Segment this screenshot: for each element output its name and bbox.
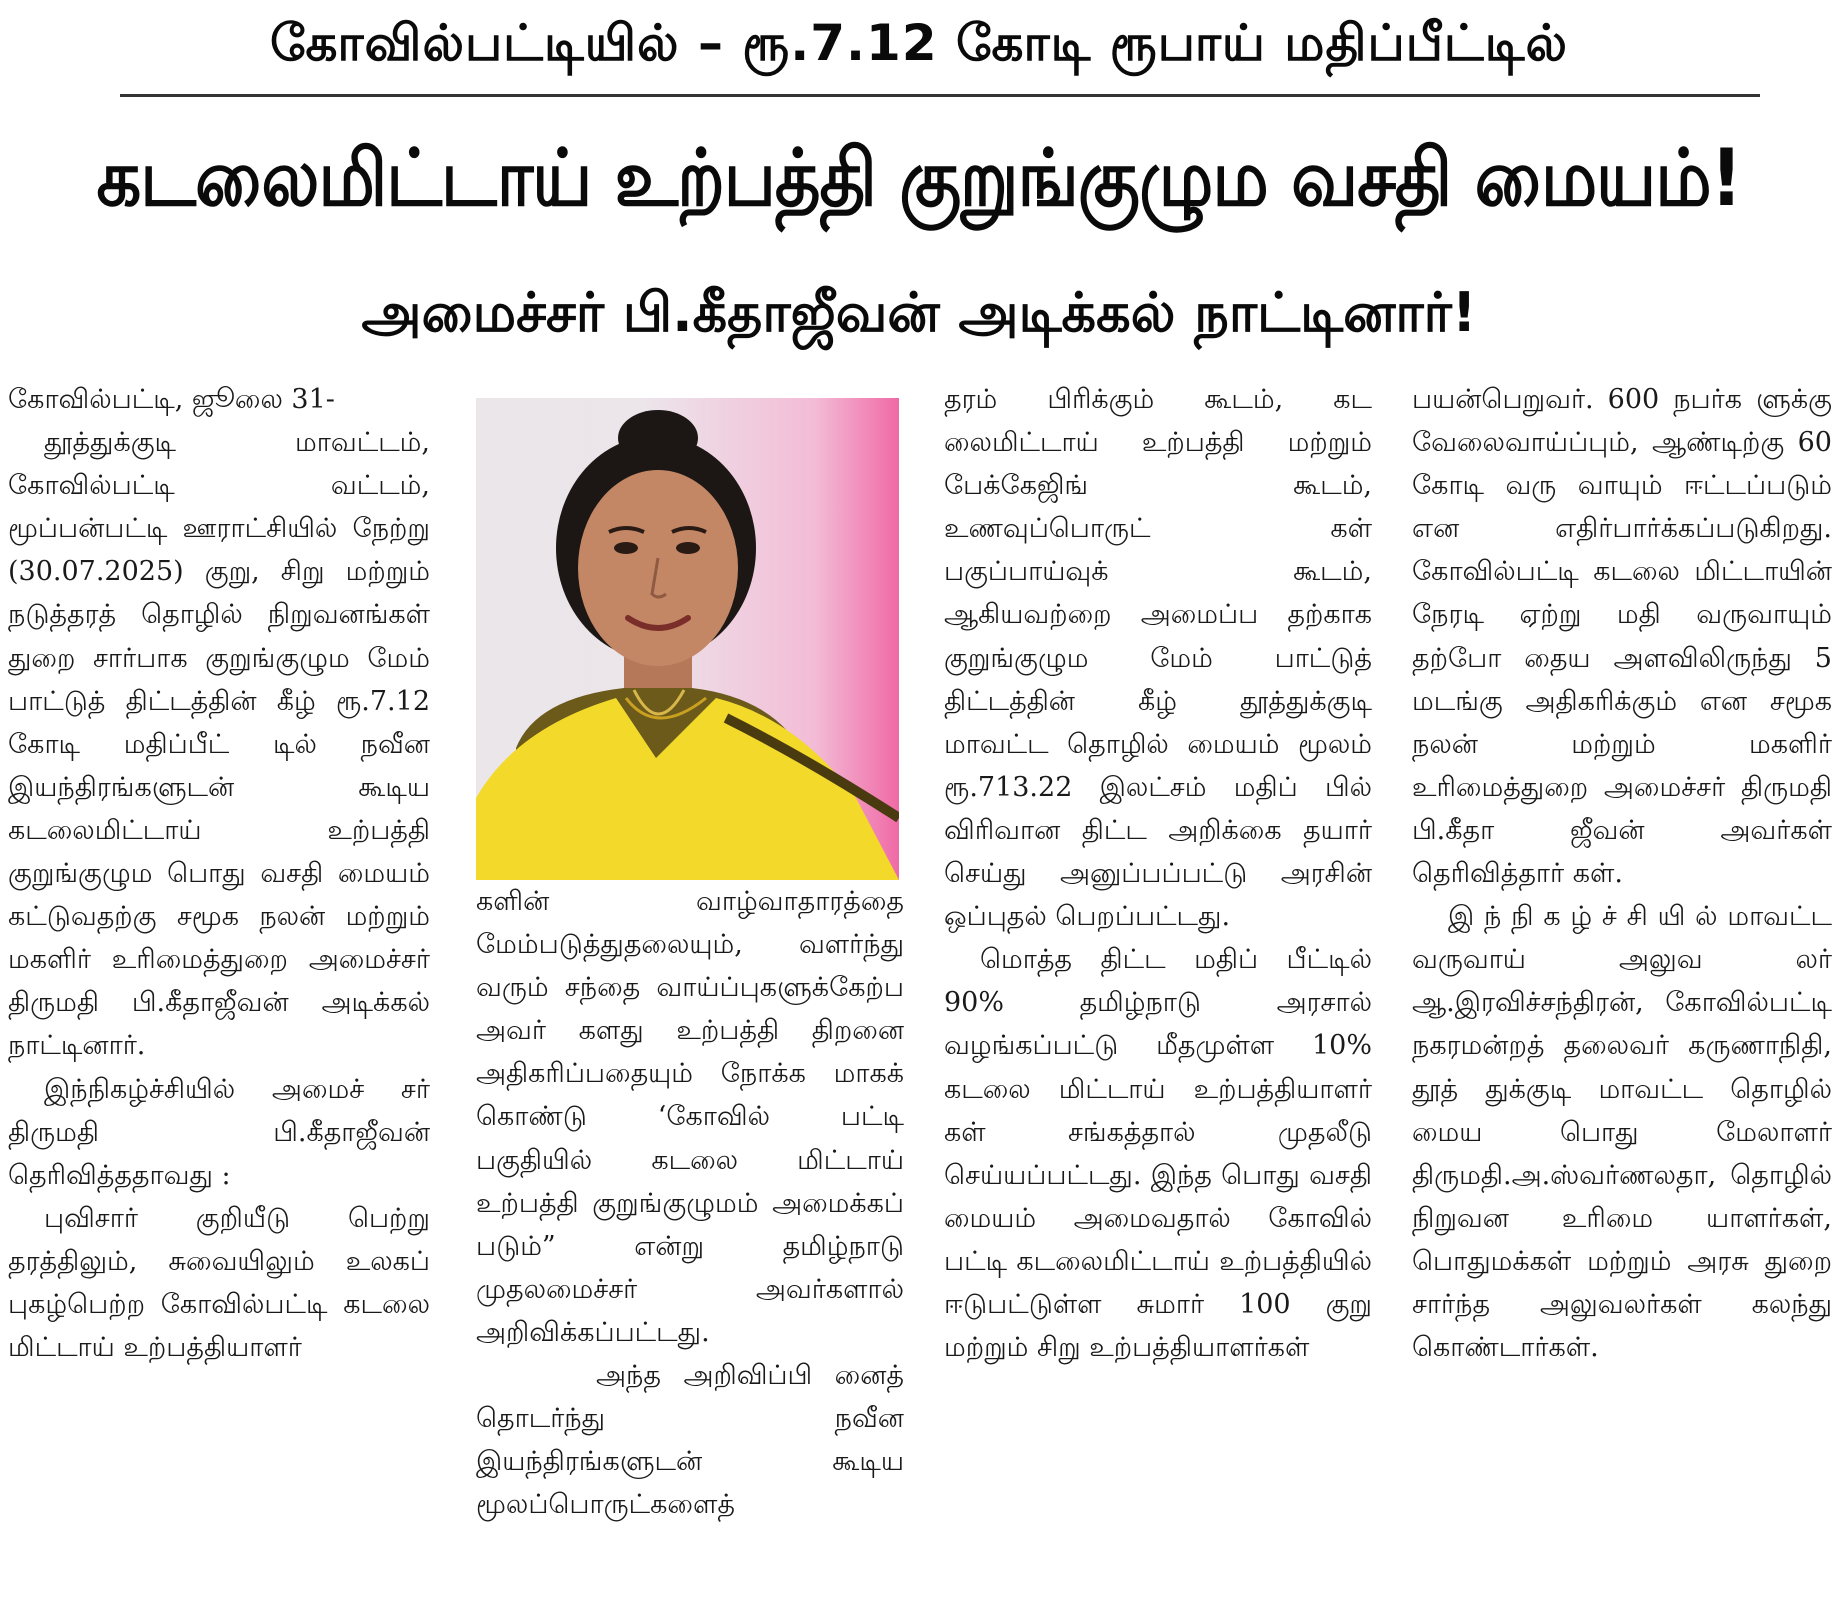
paragraph: இந்நிகழ்ச்சியில் அமைச் சர் திருமதி பி.கீதாஜீவன் தெரிவித்ததாவது : (8, 1073, 430, 1191)
article-column-3 (944, 378, 1372, 1369)
portrait-illustration (476, 398, 899, 880)
headline-main: கடலைமிட்டாய் உற்பத்தி குறுங்குழும வசதி மையம்! (96, 132, 1742, 224)
paragraph: மொத்த திட்ட மதிப் பீட்டில் 90% தமிழ்நாடு அரசால் வழங்கப்பட்டு மீதமுள்ள 10% கடலை மிட்டாய் உற்பத்தியாளர் கள் சங்கத்தால் முதலீடு செய்யப்பட்டது. இந்த பொது வசதி மையம் அமைவதால் கோவில் பட்டி கடலைமிட்டாய் உற்பத்தியில் ஈடுபட்டுள்ள சுமார் 100 குறு மற்றும் சிறு உற்பத்தியாளர்கள் (944, 944, 1372, 1364)
paragraph: அந்த அறிவிப்பி னைத் தொடர்ந்து நவீன இயந்திரங்களுடன் கூடிய மூலப்பொருட்களைத் (476, 1360, 904, 1521)
article-column-2 (476, 880, 904, 1526)
paragraph: பயன்பெறுவர். 600 நபர்க ளுக்கு வேலைவாய்ப்பும், ஆண்டிற்கு 60 கோடி வரு வாயும் ஈட்டப்படும் என எதிர்பார்க்கப்படுகிறது. கோவில்பட்டி கடலை மிட்டாயின் நேரடி ஏற்று மதி வருவாயும் தற்போ தைய அளவிலிருந்து 5 மடங்கு அதிகரிக்கும் என சமூக நலன் மற்றும் மகளிர் உரிமைத்துறை அமைச்சர் திருமதி பி.கீதா ஜீவன் அவர்கள் தெரிவித்தார் கள். (1412, 384, 1832, 890)
dateline: கோவில்பட்டி, ஜூலை 31- (8, 384, 335, 415)
article-column-1 (8, 378, 430, 1369)
headline-sub: அமைச்சர் பி.கீதாஜீவன் அடிக்கல் நாட்டினார்! (361, 281, 1477, 344)
paragraph: இ ந் நி க ழ் ச் சி யி ல் மாவட்ட வருவாய் அலுவ லர் ஆ.இரவிச்சந்திரன், கோவில்பட்டி நகரமன்றத் தலைவர் கருணாநிதி, தூத் துக்குடி மாவட்ட தொழில் மைய பொது மேலாளர் திருமதி.அ.ஸ்வர்ணலதா, தொழில் நிறுவன உரிமை யாளர்கள், பொதுமக்கள் மற்றும் அரசு துறை சார்ந்த அலுவலர்கள் கலந்து கொண்டார்கள். (1412, 901, 1832, 1364)
headline-kicker: கோவில்பட்டியில் – ரூ.7.12 கோடி ரூபாய் மதிப்பீட்டில் (269, 14, 1569, 72)
paragraph: தூத்துக்குடி மாவட்டம், கோவில்பட்டி வட்டம், மூப்பன்பட்டி ஊராட்சியில் நேற்று (30.07.2025) குறு, சிறு மற்றும் நடுத்தரத் தொழில் நிறுவனங்கள் துறை சார்பாக குறுங்குழும மேம் பாட்டுத் திட்டத்தின் கீழ் ரூ.7.12 கோடி மதிப்பீட் டில் நவீன இயந்திரங்களுடன் கூடிய கடலைமிட்டாய் உற்பத்தி குறுங்குழும பொது வசதி மையம் கட்டுவதற்கு சமூக நலன் மற்றும் மகளிர் உரிமைத்துறை அமைச்சர் திருமதி பி.கீதாஜீவன் அடிக்கல் நாட்டினார். (8, 427, 430, 1062)
minister-photo (476, 398, 899, 880)
headline-divider (120, 94, 1760, 97)
paragraph: களின் வாழ்வாதாரத்தை மேம்படுத்துதலையும், வளர்ந்து வரும் சந்தை வாய்ப்புகளுக்கேற்ப அவர் களது உற்பத்தி திறனை அதிகரிப்பதையும் நோக்க மாகக் கொண்டு ‘கோவில் பட்டி பகுதியில் கடலை மிட்டாய் உற்பத்தி குறுங்குழுமம் அமைக்கப் படும்” என்று தமிழ்நாடு முதலமைச்சர் அவர்களால் அறிவிக்கப்பட்டது. (476, 886, 904, 1348)
paragraph: தரம் பிரிக்கும் கூடம், கட லைமிட்டாய் உற்பத்தி மற்றும் பேக்கேஜிங் கூடம், உணவுப்பொருட் கள் பகுப்பாய்வுக் கூடம், ஆகியவற்றை அமைப்ப தற்காக குறுங்குழும மேம் பாட்டுத் திட்டத்தின் கீழ் தூத்துக்குடி மாவட்ட தொழில் மையம் மூலம் ரூ.713.22 இலட்சம் மதிப் பில் விரிவான திட்ட அறிக்கை தயார் செய்து அனுப்பப்பட்டு அரசின் ஒப்புதல் பெறப்பட்டது. (944, 384, 1372, 933)
paragraph: புவிசார் குறியீடு பெற்று தரத்திலும், சுவையிலும் உலகப் புகழ்பெற்ற கோவில்பட்டி கடலை மிட்டாய் உற்பத்தியாளர் (8, 1202, 430, 1364)
article-column-4 (1412, 378, 1832, 1369)
